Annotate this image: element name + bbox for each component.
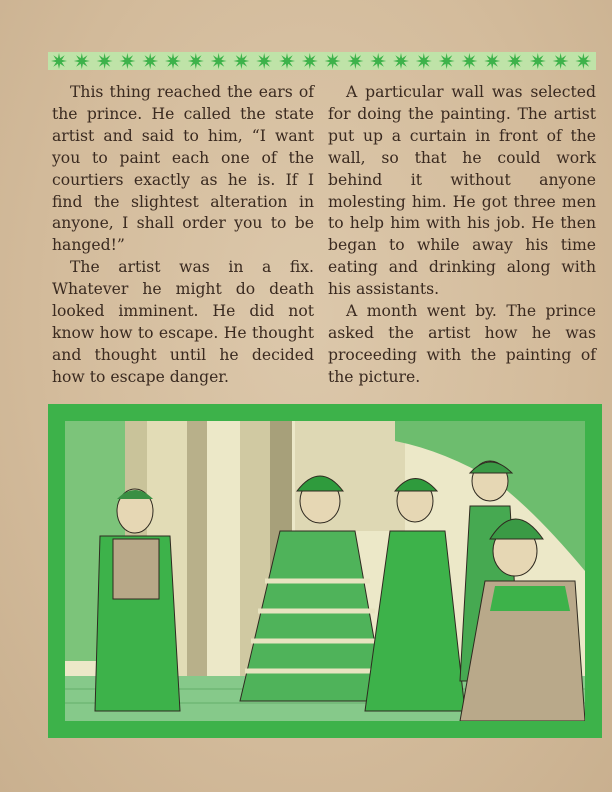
court-scene-illustration (65, 421, 585, 721)
decorative-border-icon (48, 52, 596, 70)
text-column-left (52, 82, 314, 389)
paragraph: A month went by. The prince asked the artist how he was proceeding with the painting of the picture. (328, 302, 596, 386)
paragraph: This thing reached the ears of the prince. He called the state artist and said to him, “I want you to paint each one of the courtiers exactly as he is. If I find the slightest alteration in anyone, I shall order you to be hanged!” (52, 83, 314, 255)
paragraph: The artist was in a fix. Whatever he might do death looked imminent. He did not know how to escape. He thought and thought until he decided how to escape danger. (52, 258, 314, 386)
text-column-right (328, 82, 596, 389)
illustration-frame (48, 404, 602, 738)
paragraph: A particular wall was selected for doing the painting. The artist put up a curtain in front of the wall, so that he could work behind it without anyone molesting him. He got three men to help him with his job. He then began to while away his time eating and drinking along with his assistants. (328, 83, 596, 299)
